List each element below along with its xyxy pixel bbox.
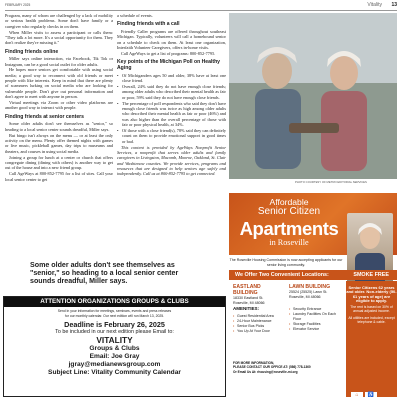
ad-intro: The Roseville Housing Commission is now accepting applicants for our senior living community. — [229, 258, 343, 267]
building-address: 18330 Eastland St. — [233, 296, 264, 300]
ad-logos — [351, 383, 393, 397]
notice-line: for our monthly calendar. Our next edition will run March 13, 2025. — [64, 313, 165, 318]
ad-contact-line: FOR MORE INFORMATION, — [233, 361, 275, 365]
building-city: Roseville, MI 48066 — [233, 300, 265, 305]
paragraph: Miller says online interaction, via Facebook, Tik Tok or Instagram, can be a good social outlet for older adults. — [5, 56, 113, 67]
eligibility-text: Senior Citizens 62 years and older. Non-elderly (50-61 years of age) are eligible to apply. — [346, 285, 397, 303]
list-item: • Storage Facilities — [289, 322, 341, 327]
sponsor-note: This content is provided by AgeWays Nonprofit Senior Services, a nonprofit that serves older adults and family caregivers in Livingston, Macomb, Monroe, Oakland, St. Clair and Washtenaw counties. We provide services, programs and resources that are designed to help seniors age safely and independently. Call us at 800-852-7795 to get connected. — [117, 144, 226, 177]
notice-deadline: Deadline is February 26, 2025 — [64, 320, 165, 330]
article-photo — [229, 13, 397, 179]
section-name: Vitality — [367, 2, 382, 8]
list-item: • The percentage of poll respondents who said they don't have enough close friends was twice as high among older adults who described their mental health as fair or poor (46%) and was also higher than the overall percentage of those with fair or poor physical health, at 34%. — [117, 101, 226, 128]
notice-groups: Groups & Clubs — [89, 344, 140, 352]
issue-date: FEBRUARY 2025 — [5, 3, 31, 7]
building-name: LAWN BUILDING — [289, 284, 331, 290]
ad-contact-email[interactable]: Or Email Us At: rhousing@roseville-mi.org — [233, 369, 298, 374]
ad-kicker: Affordable — [269, 197, 309, 207]
ad-smoke-free: SMOKE FREE — [353, 272, 389, 278]
apartments-advertisement — [229, 193, 397, 397]
list-item: • Guest Residential Area — [233, 314, 285, 319]
building-name: EASTLAND BUILDING — [233, 284, 261, 296]
amenities-list — [289, 307, 341, 332]
notice-title: ATTENTION ORGANIZATIONS GROUPS & CLUBS — [4, 297, 225, 307]
photo-credit: PHOTO COURTESY OF METRO EDITORIAL SERVICES — [295, 180, 367, 184]
ad-locations-bar — [229, 270, 397, 280]
lawn-building — [289, 284, 341, 332]
paragraph: When Miller visits to assess a participant or calls them: "They talk a lot more. It's a social opportunity for them. They don't realize they're missing it." — [5, 29, 113, 46]
paragraph: a schedule of events. — [117, 13, 153, 18]
list-item: • Security Entrance — [289, 307, 341, 312]
ad-subtitle: Senior Citizen — [257, 206, 321, 217]
ad-location: in Roseville — [269, 238, 309, 247]
poll-bullets — [117, 73, 226, 144]
subheading: Finding friends with a call — [117, 21, 180, 28]
list-item: • 24-Hour Maintenance — [233, 319, 285, 324]
building-address: 25524 (25525) Lawn St. — [289, 290, 328, 294]
paragraph: Some older adults don't see themselves as "senior," so heading to a local senior center sounds dreadful, Miller says. — [5, 121, 113, 132]
ad-contact — [233, 361, 345, 374]
list-item: • Senior Bus Picks — [233, 324, 285, 329]
notice-body — [4, 309, 225, 377]
accessibility-icon: ♿ — [365, 392, 377, 397]
paragraph: Virtual meetings via Zoom or other video platforms are another good way to interact with people. — [5, 100, 113, 111]
notice-email-name: Email: Joe Gray — [89, 352, 140, 360]
paragraph: He hopes more seniors get comfortable with using social media; a good way to reconnect with old friends or meet people with like interests. Keep in mind that there are plenty of scammers lurking on social media who are looking for vulnerable people. Don't give out personal information and don't agree to meet with anyone in person. — [5, 67, 113, 100]
paragraph: Joining a group for lunch at a center or church that offers congregate dining (dining with others) is another way to get out of the house and into a new friend group. — [5, 154, 113, 171]
amenities-label: AMENITIES: — [233, 306, 260, 312]
rent-text: The rent is based on 30% of annual adjusted income. — [350, 305, 393, 314]
page-number: 13 — [391, 2, 397, 8]
subheading: Finding friends at senior centers — [5, 113, 84, 120]
paragraph: Friendly Caller programs are offered throughout southeast Michigan. Typically, volunteers will call a homebound senior on a schedule to check on them. At least one organization, Interfaith Volunteer Caregivers, offers in-home visits. — [117, 28, 226, 50]
article-column-1 — [5, 13, 113, 182]
list-item: • Elevator Service — [289, 327, 341, 332]
list-item: • Overall, 24% said they do not have enough close friends; among older adults who described their mental health as fair or poor, 59% said they do not have enough close friends. — [117, 84, 226, 100]
notice-line: To be included in our next edition please Email to: — [55, 329, 174, 336]
ad-eligibility-panel — [346, 281, 397, 397]
subheading: Finding friends online — [5, 48, 59, 55]
subheading: Key points of the Michigan Poll on Healthy Aging — [117, 59, 221, 72]
calendar-notice-box — [3, 296, 226, 397]
ad-contact-phone[interactable]: PLEASE CONTACT OUR OFFICE AT: (586) 778-1360 — [233, 365, 311, 370]
notice-publication: VITALITY — [96, 334, 133, 345]
equal-housing-icon: ⌂ — [351, 392, 363, 397]
notice-subject-line: Subject Line: Vitality Community Calendar — [48, 369, 181, 377]
paragraph: Call AgeWays to get a list of programs: 800-852-7795. — [121, 50, 216, 56]
list-item: • Laundry Facilities On Each Floor — [289, 312, 341, 322]
paragraph: Program, many of whom are challenged by a lack of mobility or serious health problems. Some don't have family or a caregiver who regularly checks in on them. — [5, 13, 113, 29]
notice-line: Send in your information for meetings, seminars, events and press releases — [57, 309, 172, 313]
seniors-photo-illustration — [229, 13, 397, 179]
utilities-text: All utilities are included, except telephone & cable. — [348, 315, 395, 325]
ad-bar-left: We Offer Two Convenient Locations: — [235, 272, 329, 278]
header-rule — [5, 10, 397, 11]
paragraph: Call AgeWays at 800-852-7795 for a list of sites. Call your local senior center to get — [5, 171, 113, 182]
article-column-2 — [117, 13, 226, 177]
notice-email-address[interactable]: jgray@medianewsgroup.com — [68, 361, 161, 369]
amenities-list — [233, 314, 285, 334]
eastland-building — [233, 284, 285, 333]
building-city: Roseville, MI 48066 — [289, 294, 321, 299]
pull-quote: Some older adults don't see themselves as "senior," so heading to a local senior center sounds dreadful, Miller says. — [30, 261, 179, 286]
ad-title: Apartments — [239, 218, 339, 239]
list-item: • You Up At Your Door — [233, 329, 285, 334]
list-item: • Of those with a close friend(s), 78% said they can definitely count on them to provide emotional support in good times or bad. — [117, 128, 226, 144]
list-item: • Of Michiganders ages 50 and older, 38% have at least one close friend. — [117, 73, 226, 84]
paragraph: But bingo isn't always on the menu — or at least the only activity on the menu. Plenty offer themed nights with games or live music, pickleball games, day trips to museums and theaters, and courses in using social media. — [5, 132, 113, 154]
